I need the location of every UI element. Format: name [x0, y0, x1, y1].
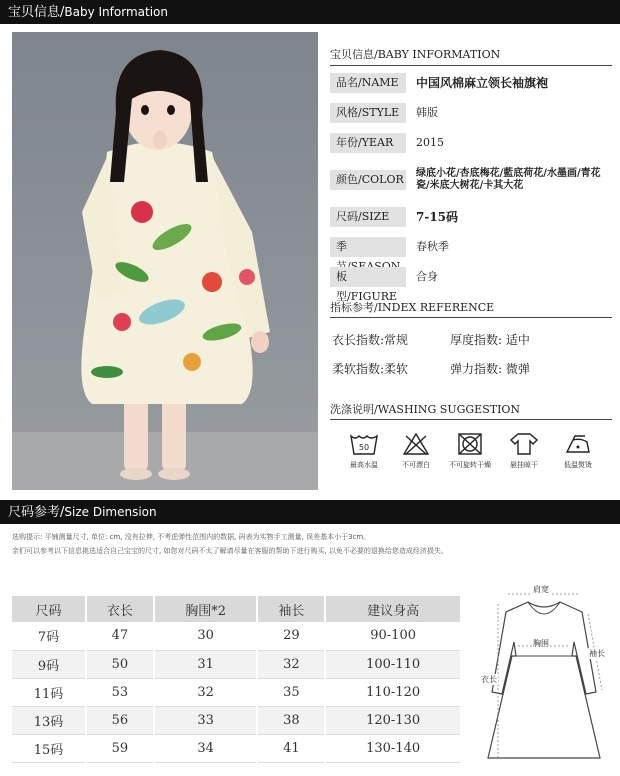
info-key: 颜色/COLOR — [330, 170, 406, 190]
table-row — [12, 734, 461, 762]
info-key: 尺码/SIZE — [330, 207, 406, 227]
info-value: 2015 — [416, 136, 444, 149]
col-header: 尺码 — [12, 596, 86, 622]
info-value: 合身 — [416, 270, 438, 283]
washing-heading: 洗涤说明/WASHING SUGGESTION — [330, 400, 612, 420]
index-heading: 指标参考/INDEX REFERENCE — [330, 298, 612, 318]
table-row — [12, 706, 461, 734]
section-title-en: Baby Information — [64, 5, 168, 19]
table-row — [12, 650, 461, 678]
info-row-color — [330, 160, 612, 200]
info-row-size — [330, 204, 612, 230]
table-cell: 32 — [154, 678, 258, 706]
table-cell: 53 — [86, 678, 154, 706]
iron-low-icon — [552, 432, 604, 470]
info-row-name — [330, 70, 612, 96]
table-row — [12, 678, 461, 706]
info-value: 中国风棉麻立领长袖旗袍 — [416, 76, 549, 90]
table-cell: 56 — [86, 706, 154, 734]
info-row-year — [330, 130, 612, 156]
wash-label: 不可旋转干燥 — [449, 461, 491, 469]
size-table-header — [12, 596, 461, 622]
diagram-label-chest: 胸围 — [533, 639, 549, 648]
section-title-cn: 宝贝信息/ — [8, 5, 65, 20]
wash-temp-number: 50 — [358, 443, 370, 452]
table-cell: 41 — [257, 734, 325, 762]
info-value: 绿底小花/杏底梅花/藍底荷花/水墨画/青花瓷/米底大树花/卡其大花 — [416, 168, 601, 191]
diagram-label-shoulder: 肩宽 — [533, 585, 549, 594]
product-photo — [12, 32, 318, 490]
col-header: 胸围*2 — [154, 596, 258, 622]
info-key: 品名/NAME — [330, 73, 406, 93]
hang-dry-icon — [498, 432, 550, 470]
table-cell: 9码 — [12, 650, 86, 678]
index-thickness: 厚度指数: 适中 — [450, 333, 530, 347]
info-value: 7-15码 — [416, 210, 459, 224]
table-cell: 100-110 — [325, 650, 461, 678]
size-table — [12, 596, 462, 763]
table-cell: 15码 — [12, 734, 86, 762]
table-cell: 32 — [257, 650, 325, 678]
section-header-size — [0, 500, 620, 524]
info-value: 韩版 — [416, 106, 438, 119]
col-header: 衣长 — [86, 596, 154, 622]
wash-label: 悬挂晾干 — [510, 461, 538, 469]
index-length: 衣长指数:常规 — [332, 333, 409, 347]
table-cell: 47 — [86, 622, 154, 650]
table-cell: 59 — [86, 734, 154, 762]
size-note-2: 亲们可以参考以下信息挑选适合自己宝宝的尺寸, 如您对尺码不太了解请尽量在客服的帮助下进行购买, 以免不必要的退换给您造成经济损失。 — [12, 547, 448, 555]
washing-icons — [338, 432, 608, 484]
wash-label: 低温熨烫 — [564, 461, 592, 469]
info-value: 春秋季 — [416, 240, 449, 253]
baby-info-panel — [330, 44, 612, 303]
no-bleach-icon — [390, 432, 442, 470]
measurement-diagram — [478, 582, 610, 770]
table-cell: 30 — [154, 622, 258, 650]
info-heading: 宝贝信息/BABY INFORMATION — [330, 44, 612, 66]
info-row-figure — [330, 264, 612, 303]
table-cell: 110-120 — [325, 678, 461, 706]
index-softness: 柔软指数:柔软 — [332, 362, 409, 376]
section-header-baby-info — [0, 0, 620, 24]
diagram-label-length: 衣长 — [481, 675, 497, 684]
diagram-label-sleeve: 袖长 — [589, 649, 605, 658]
info-row-style — [330, 100, 612, 126]
table-cell: 34 — [154, 734, 258, 762]
col-header: 建议身高 — [325, 596, 461, 622]
table-cell: 120-130 — [325, 706, 461, 734]
info-key: 年份/YEAR — [330, 133, 406, 153]
section-title-cn: 尺码参考/ — [8, 505, 65, 520]
info-key: 季 — [330, 237, 406, 257]
info-row-season — [330, 234, 612, 260]
info-key: 板型/FIGURE — [330, 267, 406, 287]
index-elasticity: 弹力指数: 微弹 — [450, 362, 530, 376]
table-cell: 33 — [154, 706, 258, 734]
table-cell: 11码 — [12, 678, 86, 706]
col-header: 袖长 — [257, 596, 325, 622]
wash-label: 不可漂白 — [402, 461, 430, 469]
table-cell: 90-100 — [325, 622, 461, 650]
no-tumble-dry-icon — [444, 432, 496, 470]
table-row — [12, 622, 461, 650]
table-cell: 130-140 — [325, 734, 461, 762]
size-note-1: 选购提示: 平铺测量尺寸, 单位: cm, 没有拉伸, 不考虑弹性范围内的数据, 码表为实物手工测量, 误差基本小于3cm。 — [12, 533, 371, 541]
table-cell: 7码 — [12, 622, 86, 650]
table-cell: 50 — [86, 650, 154, 678]
wash-temp-icon — [338, 432, 390, 470]
table-cell: 29 — [257, 622, 325, 650]
table-cell: 35 — [257, 678, 325, 706]
table-cell: 38 — [257, 706, 325, 734]
wash-label: 最高水温 — [350, 461, 378, 469]
table-cell: 31 — [154, 650, 258, 678]
table-cell: 13码 — [12, 706, 86, 734]
info-key: 风格/STYLE — [330, 103, 406, 123]
section-title-en: Size Dimension — [64, 505, 157, 519]
